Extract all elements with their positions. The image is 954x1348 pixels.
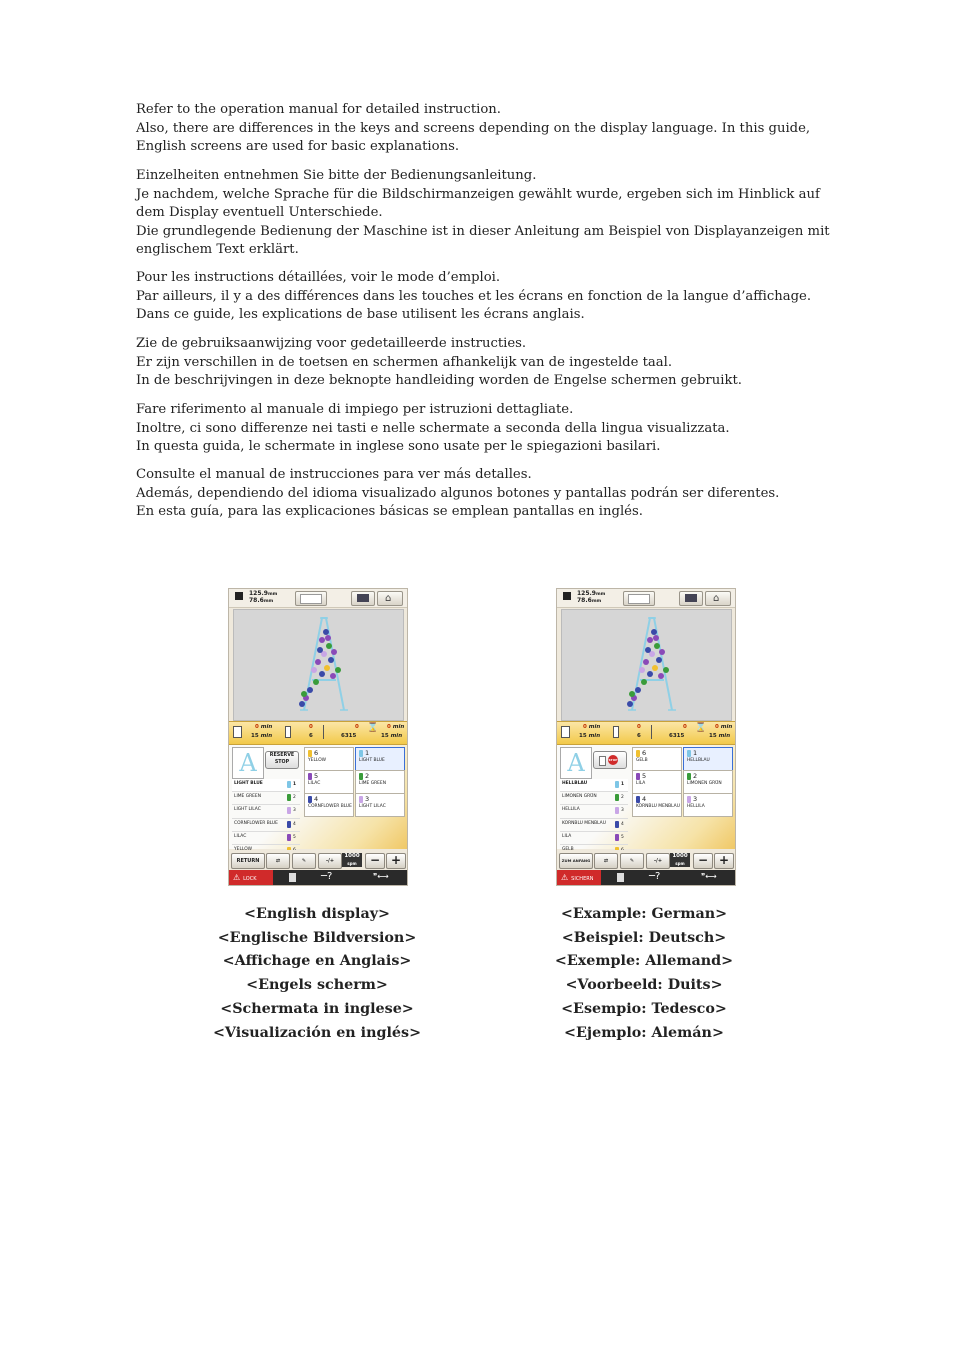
list-item[interactable] (560, 832, 628, 845)
speed-up-button[interactable] (714, 853, 734, 869)
spool-icon (359, 773, 363, 780)
frame-move-icon[interactable]: ❞⟷ (701, 872, 717, 881)
embroidery-stitch (647, 671, 653, 677)
list-item[interactable] (232, 779, 300, 792)
color-count-current: 0 (637, 724, 641, 730)
embroidery-stitch (654, 643, 660, 649)
list-item[interactable] (232, 819, 300, 832)
stop-badge: STOP (608, 755, 618, 765)
document-icon[interactable] (289, 873, 296, 882)
spool-icon (308, 773, 312, 780)
embroidery-stitch (639, 667, 645, 673)
embroidery-stitch (641, 679, 647, 685)
design-size (249, 591, 277, 605)
return-button[interactable]: ZUM ANFANG (559, 853, 593, 869)
width-value: 125.9 (249, 590, 268, 597)
minus-icon: − (369, 853, 381, 867)
para-french (136, 269, 816, 325)
frame-move-icon[interactable]: ❞⟷ (373, 872, 389, 881)
thread-name: LIGHT BLUE (359, 758, 385, 763)
remaining-value: 0 (715, 724, 719, 730)
caption-line: <Schermata in inglese> (220, 1000, 414, 1017)
text-line: Zie de gebruiksaanwijzing voor gedetailleerde instructies. (136, 336, 527, 351)
size-icon (563, 592, 571, 600)
thread-name: KORNBLU MENBLAU (636, 804, 680, 809)
color-change-button[interactable] (292, 853, 316, 869)
width-unit: mm (595, 592, 606, 597)
spool-icon (287, 821, 291, 828)
hourglass-icon: ⌛ (367, 723, 379, 733)
list-item[interactable] (560, 805, 628, 818)
embroidery-mode-button[interactable] (351, 591, 375, 606)
caption-line: <Engels scherm> (246, 977, 388, 994)
needle-number: 4 (293, 821, 296, 827)
stitch-count-current: 0 (683, 724, 687, 730)
needle-number: 6 (314, 749, 319, 757)
text-line: In de beschrijvingen in deze beknopte handleiding worden de Engelse schermen gebruikt. (136, 373, 742, 389)
remaining-time (387, 724, 404, 730)
spool-icon (599, 756, 606, 766)
total-value: 15 (251, 733, 259, 739)
spool-icon (615, 834, 619, 841)
top-bar (229, 589, 407, 608)
height-unit: mm (263, 599, 274, 604)
remaining-total (709, 733, 730, 739)
unit: min (260, 733, 273, 739)
thread-name: LILAC (308, 781, 321, 786)
text-line: Par ailleurs, il y a des différences dans les touches et les écrans en fonction de la langue d’affichage. (136, 288, 812, 304)
embroidery-stitch (656, 657, 662, 663)
embroidery-stitch (629, 691, 635, 697)
needle-cell[interactable] (683, 747, 733, 771)
speed-value: 1000 (672, 853, 688, 859)
embroidery-stitch (319, 671, 325, 677)
thread-name: LIME GREEN (234, 794, 261, 800)
spool-icon (287, 834, 291, 841)
edit-icon: ✎ (301, 858, 307, 864)
list-item[interactable] (232, 832, 300, 845)
needle-number: 2 (621, 795, 624, 801)
mode-icon (685, 594, 697, 602)
embroidery-stitch (319, 637, 325, 643)
thread-name: HELLBLAU (562, 781, 588, 786)
lock-button[interactable] (229, 870, 273, 885)
text-line: Pour les instructions détaillées, voir le mode d’emploi. (136, 270, 501, 285)
thread-name: GELB (636, 758, 648, 763)
remaining-total (381, 733, 402, 739)
text-line: En esta guía, para las explicaciones básicas se emplean pantallas en inglés. (136, 504, 643, 520)
document-icon[interactable] (617, 873, 624, 882)
needle-number: 3 (293, 808, 296, 814)
embroidery-stitch (301, 691, 307, 697)
needle-number: 3 (693, 795, 698, 803)
letter-a-design (234, 610, 403, 720)
text-line: Je nachdem, welche Sprache für die Bildschirmanzeigen gewählt wurde, ergeben sich im Hinblick auf (136, 186, 820, 202)
embroidery-stitch (658, 673, 664, 679)
text-line: In questa guida, le schermate in inglese sono usate per le spiegazioni basilari. (136, 439, 661, 455)
text-line: englischem Text erklärt. (136, 242, 299, 258)
lock-label: SICHERN (571, 876, 594, 882)
embroidery-stitch (307, 687, 313, 693)
minus-icon: − (697, 853, 709, 867)
needle-number: 5 (314, 772, 319, 780)
embroidery-stitch (326, 643, 332, 649)
needle-icon (323, 725, 324, 739)
embroidery-stitch (323, 629, 329, 635)
spool-swap-icon: ⇄ (603, 858, 609, 864)
frame-icon (300, 594, 322, 604)
unit: min (260, 724, 273, 730)
needle-icon: -/+ (653, 858, 663, 864)
color-count-current: 0 (309, 724, 313, 730)
status-bar (229, 870, 407, 885)
embroidery-stitch (653, 635, 659, 641)
caption-english (167, 903, 467, 1045)
unit: min (392, 724, 405, 730)
total-time (251, 733, 272, 739)
text-line: Refer to the operation manual for detailed instruction. (136, 102, 501, 117)
width-unit: mm (267, 592, 278, 597)
color-count-total: 6 (637, 733, 641, 739)
embroidery-stitch (317, 647, 323, 653)
return-button[interactable]: RETURN (231, 853, 265, 869)
stitch-count-total: 6315 (669, 733, 685, 739)
total-time-icon (233, 726, 242, 738)
list-item[interactable] (232, 805, 300, 818)
list-item[interactable] (232, 792, 300, 805)
para-italian (136, 401, 816, 457)
embroidery-stitch (643, 659, 649, 665)
thread-name: LIMONEN GRÜN (562, 794, 597, 800)
needle-cell[interactable] (304, 747, 354, 771)
spool-swap-icon: ⇄ (275, 858, 281, 864)
caption-line: <Ejemplo: Alemán> (564, 1024, 724, 1041)
embroidery-stitch (645, 647, 651, 653)
needle-cell[interactable] (632, 747, 682, 771)
text-line: Also, there are differences in the keys and screens depending on the display language. In this guide, (136, 120, 811, 136)
caption-line: <Englische Bildversion> (217, 929, 417, 946)
frame-display-button[interactable] (295, 591, 327, 606)
top-bar (557, 589, 735, 608)
reserve-stop-button[interactable] (265, 751, 299, 769)
progress-info-bar (229, 721, 407, 745)
text-line: dem Display eventuell Unterschiede. (136, 205, 383, 221)
design-size (577, 591, 605, 605)
color-change-icon (285, 726, 291, 738)
remaining-total-value: 15 (709, 733, 717, 739)
thread-name: HELLBLAU (687, 758, 710, 763)
thread-name: LILAC (234, 833, 247, 839)
text-line: Además, dependiendo del idioma visualizado algunos botones y pantallas podrán ser diferentes. (136, 485, 780, 501)
text-line: Einzelheiten entnehmen Sie bitte der Bedienungsanleitung. (136, 168, 537, 183)
edit-icon: ✎ (629, 858, 635, 864)
height-unit: mm (591, 599, 602, 604)
size-icon (235, 592, 243, 600)
caption-line: <Voorbeeld: Duits> (565, 977, 723, 994)
total-time-icon (561, 726, 570, 738)
thread-name: LIGHT LILAC (359, 804, 386, 809)
text-line: Consulte el manual de instrucciones para ver más detalles. (136, 467, 532, 482)
embroidery-stitch (311, 667, 317, 673)
thread-name: YELLOW (308, 758, 326, 763)
text-line: English screens are used for basic explanations. (136, 139, 460, 155)
para-english (136, 101, 816, 157)
needle-cell[interactable] (683, 793, 733, 817)
width-value: 125.9 (577, 590, 596, 597)
design-thumbnail: A (560, 747, 592, 779)
plus-icon: + (390, 853, 402, 867)
color-count-total: 6 (309, 733, 313, 739)
elapsed-time (583, 724, 600, 730)
help-icon[interactable]: ─? (649, 871, 661, 882)
spool-icon (287, 781, 291, 788)
list-item[interactable] (560, 819, 628, 832)
elapsed-value: 0 (583, 724, 587, 730)
needle-number: 5 (642, 772, 647, 780)
needle-cell[interactable] (683, 770, 733, 794)
list-item[interactable] (560, 779, 628, 792)
screen-english (228, 588, 408, 886)
home-button[interactable] (377, 591, 403, 606)
thread-name: LIGHT LILAC (234, 807, 261, 813)
speed-value: 1000 (344, 853, 360, 859)
thread-sort-button[interactable] (266, 853, 290, 869)
spool-icon (636, 750, 640, 757)
needle-icon (651, 725, 652, 739)
text-line: Dans ce guide, les explications de base utilisent les écrans anglais. (136, 307, 585, 323)
thread-name: KORNBLU MENBLAU (562, 820, 606, 826)
design-preview (233, 609, 404, 721)
spool-icon (308, 796, 312, 803)
needle-number: 2 (293, 795, 296, 801)
thread-name: HELLILA (687, 804, 705, 809)
thread-name: LIME GREEN (359, 781, 386, 786)
frame-display-button[interactable] (623, 591, 655, 606)
caption-line: <English display> (243, 906, 390, 922)
spool-icon (359, 796, 363, 803)
needle-cell[interactable] (632, 793, 682, 817)
frame-icon (628, 594, 650, 604)
color-panel (229, 745, 407, 849)
embroidery-stitch (325, 635, 331, 641)
needle-cell[interactable] (355, 747, 405, 771)
embroidery-stitch (313, 679, 319, 685)
text-line: Fare riferimento al manuale di impiego per istruzioni dettagliate. (136, 402, 574, 417)
embroidery-stitch (652, 665, 658, 671)
spool-icon (615, 794, 619, 801)
caption-line: <Beispiel: Deutsch> (561, 929, 727, 946)
needle-number: 1 (621, 782, 625, 787)
speed-down-button[interactable] (693, 853, 713, 869)
thread-name: LILA (562, 833, 572, 839)
needle-icon: -/+ (325, 858, 335, 864)
thread-name: LIMONEN GRÜN (687, 781, 722, 786)
spool-icon (615, 807, 619, 814)
embroidery-stitch (330, 673, 336, 679)
caption-line: <Affichage en Anglais> (222, 953, 412, 970)
needle-speed-button[interactable] (646, 853, 670, 869)
thread-name: CORNFLOWER BLUE (308, 804, 352, 809)
home-icon: ⌂ (713, 593, 720, 604)
needle-number: 1 (293, 782, 297, 787)
mode-icon (357, 594, 369, 602)
speed-display (342, 853, 362, 867)
reserve-stop-button[interactable] (593, 751, 627, 769)
home-icon: ⌂ (385, 593, 392, 604)
letter-a-design (562, 610, 731, 720)
embroidery-stitch (299, 701, 305, 707)
help-icon[interactable]: ─? (321, 871, 333, 882)
needle-cell[interactable] (304, 793, 354, 817)
spool-icon (359, 750, 363, 757)
progress-info-bar (557, 721, 735, 745)
total-time (579, 733, 600, 739)
lock-button[interactable] (557, 870, 601, 885)
unit: min (588, 733, 601, 739)
caption-line: <Visualización en inglés> (212, 1024, 422, 1041)
embroidery-stitch (647, 637, 653, 643)
needle-number: 1 (693, 749, 698, 757)
needle-number: 2 (693, 772, 698, 780)
embroidery-stitch (627, 701, 633, 707)
lock-label: LOCK (243, 876, 257, 882)
speed-down-button[interactable] (365, 853, 385, 869)
color-change-button[interactable] (620, 853, 644, 869)
color-panel (557, 745, 735, 849)
embroidery-stitch (651, 629, 657, 635)
total-value: 15 (579, 733, 587, 739)
caption-line: <Example: German> (560, 906, 728, 922)
unit: min (720, 724, 733, 730)
embroidery-mode-button[interactable] (679, 591, 703, 606)
spool-icon (687, 796, 691, 803)
needle-cell[interactable] (304, 770, 354, 794)
text-line: Er zijn verschillen in de toetsen en schermen afhankelijk van de ingestelde taal. (136, 354, 673, 370)
spool-icon (687, 773, 691, 780)
needle-cell[interactable] (355, 793, 405, 817)
thread-color-list (560, 779, 628, 858)
spool-icon (615, 781, 619, 788)
bottom-toolbar (229, 850, 407, 870)
text-line: Die grundlegende Bedienung der Maschine ist in dieser Anleitung am Beispiel von Displayanzeigen mit (136, 223, 830, 239)
embroidery-stitch (324, 665, 330, 671)
embroidery-stitch (328, 657, 334, 663)
remaining-total-value: 15 (381, 733, 389, 739)
color-change-icon (613, 726, 619, 738)
thread-name: LIGHT BLUE (234, 781, 263, 786)
elapsed-value: 0 (255, 724, 259, 730)
spool-icon (615, 821, 619, 828)
caption-german (494, 903, 794, 1045)
warning-icon: ⚠ (233, 873, 241, 882)
spool-icon (308, 750, 312, 757)
needle-speed-button[interactable] (318, 853, 342, 869)
needle-number: 6 (642, 749, 647, 757)
spool-icon (287, 807, 291, 814)
plus-icon: + (718, 853, 730, 867)
stitch-count-total: 6315 (341, 733, 357, 739)
stitch-count-current: 0 (355, 724, 359, 730)
needle-number: 1 (365, 749, 370, 757)
needle-number: 5 (293, 834, 296, 840)
warning-icon: ⚠ (561, 873, 569, 882)
reserve-label: RESERVE (269, 753, 295, 758)
needle-cell[interactable] (355, 770, 405, 794)
needle-number: 4 (642, 795, 647, 803)
speed-unit: spm (347, 861, 357, 866)
remaining-value: 0 (387, 724, 391, 730)
unit: min (390, 733, 403, 739)
speed-unit: spm (675, 861, 685, 866)
status-bar (557, 870, 735, 885)
needle-cell[interactable] (632, 770, 682, 794)
para-dutch (136, 335, 816, 391)
design-thumbnail: A (232, 747, 264, 779)
embroidery-stitch (331, 649, 337, 655)
needle-number: 4 (314, 795, 319, 803)
thread-sort-button[interactable] (594, 853, 618, 869)
thread-name: LILA (636, 781, 646, 786)
speed-up-button[interactable] (386, 853, 406, 869)
thread-color-list (232, 779, 300, 858)
spool-icon (687, 750, 691, 757)
list-item[interactable] (560, 792, 628, 805)
needle-number: 2 (365, 772, 370, 780)
screen-german (556, 588, 736, 886)
text-line: Inoltre, ci sono differenze nei tasti e nelle schermate a seconda della lingua visualizzata. (136, 420, 730, 436)
speed-display (670, 853, 690, 867)
stop-label: STOP (274, 760, 290, 765)
embroidery-stitch (315, 659, 321, 665)
thread-name: HELLILA (562, 807, 580, 813)
embroidery-stitch (335, 667, 341, 673)
para-german (136, 167, 830, 260)
caption-line: <Esempio: Tedesco> (561, 1000, 727, 1017)
para-spanish (136, 466, 816, 522)
embroidery-stitch (663, 667, 669, 673)
needle-number: 3 (365, 795, 370, 803)
elapsed-time (255, 724, 272, 730)
unit: min (718, 733, 731, 739)
spool-icon (636, 773, 640, 780)
spool-icon (287, 794, 291, 801)
height-value: 78.6 (249, 597, 264, 604)
thread-name: CORNFLOWER BLUE (234, 820, 278, 826)
bottom-toolbar (557, 850, 735, 870)
needle-number: 5 (621, 834, 624, 840)
unit: min (588, 724, 601, 730)
height-value: 78.6 (577, 597, 592, 604)
embroidery-stitch (659, 649, 665, 655)
embroidery-stitch (635, 687, 641, 693)
caption-line: <Exemple: Allemand> (554, 953, 734, 970)
needle-number: 3 (621, 808, 624, 814)
hourglass-icon: ⌛ (695, 723, 707, 733)
remaining-time (715, 724, 732, 730)
needle-number: 4 (621, 821, 624, 827)
spool-icon (636, 796, 640, 803)
home-button[interactable] (705, 591, 731, 606)
design-preview (561, 609, 732, 721)
